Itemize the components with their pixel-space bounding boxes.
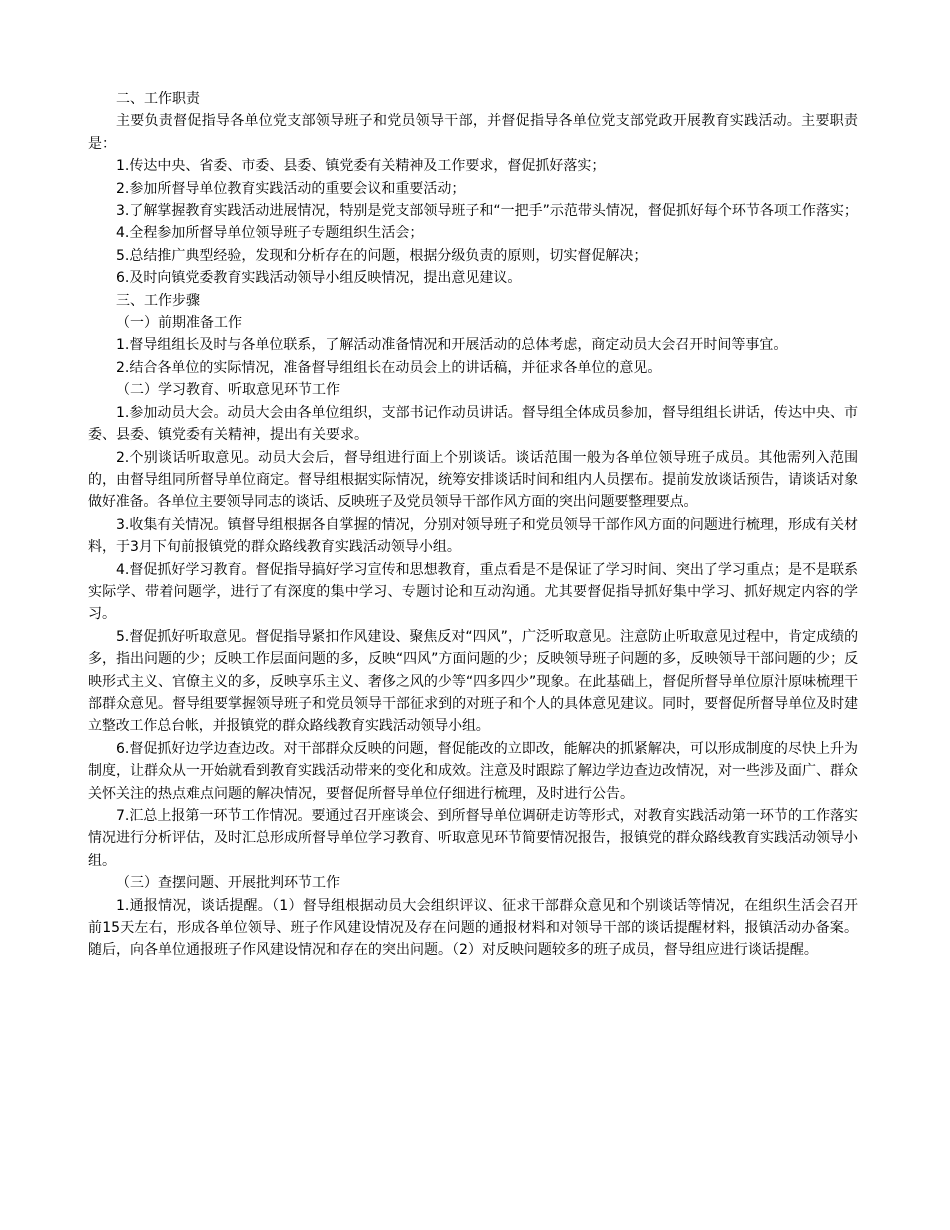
list-item: 2.参加所督导单位教育实践活动的重要会议和重要活动； (116, 180, 466, 197)
list-item: 3.了解掌握教育实践活动进展情况，特别是党支部领导班子和“一把手”示范带头情况，督促抓好每个环节各项工作落实； (116, 203, 858, 220)
list-item: 2.个别谈话听取意见。动员大会后，督导组进行面上个别谈话。谈话范围一般为各单位领导班子成员。其他需列入范围的，由督导组同所督导单位商定。督导组根据实际情况，统筹安排谈话时间和组内人员摆布。提前发放谈话预告，请谈话对象做好准备。各单位主要领导同志的谈话、反映班子及党员领导干部作风方面的突出问题要整理要点。 (88, 449, 858, 511)
list-item: 4.督促抓好学习教育。督促指导搞好学习宣传和思想教育，重点看是不是保证了学习时间、突出了学习重点；是不是联系实际学、带着问题学，进行了有深度的集中学习、专题讨论和互动沟通。尤其要督促指导抓好集中学习、抓好规定内容的学习。 (88, 561, 858, 623)
subsection-heading: （三）查摆问题、开展批判环节工作 (116, 875, 340, 892)
list-item: 6.督促抓好边学边查边改。对干部群众反映的问题，督促能改的立即改，能解决的抓紧解决，可以形成制度的尽快上升为制度，让群众从一开始就看到教育实践活动带来的变化和成效。注意及时跟踪了解边学边查边改情况，对一些涉及面广、群众关怀关注的热点难点问题的解决情况，要督促所督导单位仔细进行梳理，及时进行公告。 (88, 740, 858, 802)
list-item: 5.督促抓好听取意见。督促指导紧扣作风建设、聚焦反对“四风”，广泛听取意见。注意防止听取意见过程中，肯定成绩的多，指出问题的少；反映工作层面问题的多，反映“四风”方面问题的少；反映领导班子问题的多，反映领导干部问题的少；反映形式主义、官僚主义的多，反映享乐主义、奢侈之风的少等“四多四少”现象。在此基础上，督促所督导单位原汁原味梳理干部群众意见。督导组要掌握领导班子和党员领导干部征求到的对班子和个人的具体意见建议。同时，要督促所督导单位及时建立整改工作总台帐，并报镇党的群众路线教育实践活动领导小组。 (88, 628, 858, 735)
document-page (88, 88, 858, 962)
list-item: 1.督导组组长及时与各单位联系，了解活动准备情况和开展活动的总体考虑，商定动员大会召开时间等事宜。 (116, 337, 788, 354)
list-item: 1.通报情况，谈话提醒。（1）督导组根据动员大会组织评议、征求干部群众意见和个别谈话等情况，在组织生活会召开前15天左右，形成各单位领导、班子作风建设情况及存在问题的通报材料和对领导干部的谈话提醒材料，报镇活动办备案。随后，向各单位通报班子作风建设情况和存在的突出问题。（2）对反映问题较多的班子成员，督导组应进行谈话提醒。 (88, 897, 858, 959)
list-item: 1.参加动员大会。动员大会由各单位组织，支部书记作动员讲话。督导组全体成员参加，督导组组长讲话，传达中央、市委、县委、镇党委有关精神，提出有关要求。 (88, 404, 858, 444)
subsection-heading: （一）前期准备工作 (116, 315, 242, 332)
list-item: 4.全程参加所督导单位领导班子专题组织生活会； (116, 225, 424, 242)
list-item: 7.汇总上报第一环节工作情况。要通过召开座谈会、到所督导单位调研走访等形式，对教育实践活动第一环节的工作落实情况进行分析评估，及时汇总形成所督导单位学习教育、听取意见环节简要情况报告，报镇党的群众路线教育实践活动领导小组。 (88, 808, 858, 869)
list-item: 3.收集有关情况。镇督导组根据各自掌握的情况，分别对领导班子和党员领导干部作风方面的问题进行梳理，形成有关材料，于3月下旬前报镇党的群众路线教育实践活动领导小组。 (88, 516, 858, 556)
paragraph: 主要负责督促指导各单位党支部领导班子和党员领导干部，并督促指导各单位党支部党政开展教育实践活动。主要职责是： (88, 113, 858, 152)
list-item: 2.结合各单位的实际情况，准备督导组组长在动员会上的讲话稿，并征求各单位的意见。 (116, 359, 662, 376)
section-heading-steps: 三、工作步骤 (116, 292, 200, 309)
subsection-heading: （二）学习教育、听取意见环节工作 (116, 382, 340, 399)
list-item: 1.传达中央、省委、市委、县委、镇党委有关精神及工作要求，督促抓好落实； (116, 158, 606, 175)
list-item: 6.及时向镇党委教育实践活动领导小组反映情况，提出意见建议。 (116, 270, 522, 287)
list-item: 5.总结推广典型经验，发现和分析存在的问题，根据分级负责的原则，切实督促解决； (116, 247, 648, 264)
section-heading-duties: 二、工作职责 (116, 91, 200, 107)
